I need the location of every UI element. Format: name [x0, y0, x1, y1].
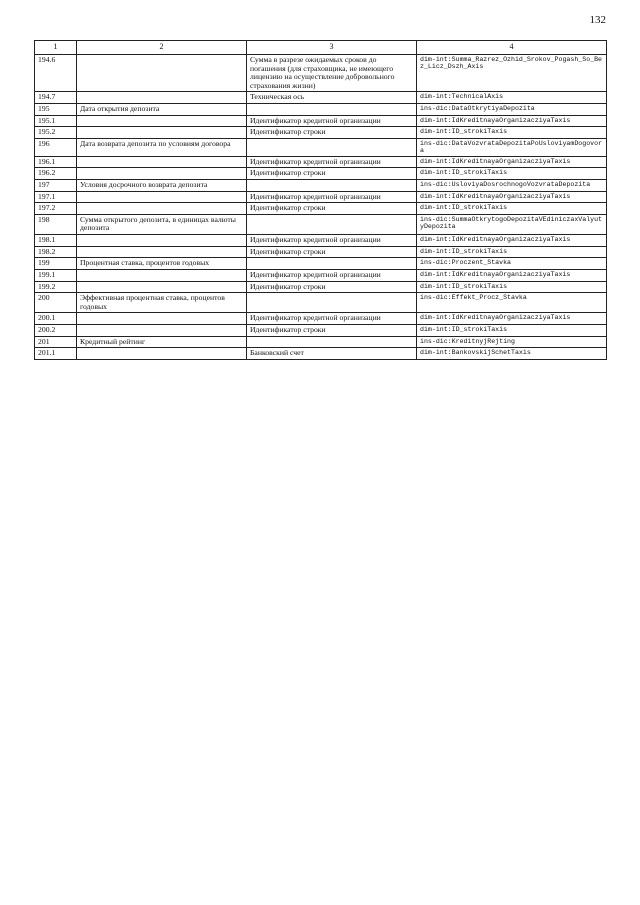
row-number-cell: 200.2: [35, 325, 77, 337]
indicator-name-cell: Процентная ставка, процентов годовых: [77, 258, 247, 270]
element-code-cell: dim-int:IdKreditnayaOrganizacziyaTaxis: [417, 269, 607, 281]
indicator-name-cell: [77, 156, 247, 168]
column-header: 3: [247, 41, 417, 55]
table-row: [35, 191, 607, 203]
row-number-cell: 199.1: [35, 269, 77, 281]
element-code-cell: dim-int:TechnicalAxis: [417, 92, 607, 104]
table-row: [35, 115, 607, 127]
dimension-description-cell: Идентификатор строки: [247, 127, 417, 139]
indicator-name-cell: [77, 348, 247, 360]
row-number-cell: 199.2: [35, 281, 77, 293]
indicator-name-cell: [77, 325, 247, 337]
element-code-cell: ins-dic:UsloviyaDosrochnogoVozvrataDepozita: [417, 179, 607, 191]
document-table: [34, 40, 607, 360]
row-number-cell: 195: [35, 104, 77, 116]
row-number-cell: 196: [35, 138, 77, 156]
dimension-description-cell: Идентификатор кредитной организации: [247, 235, 417, 247]
indicator-name-cell: Дата возврата депозита по условиям договора: [77, 138, 247, 156]
row-number-cell: 198: [35, 214, 77, 234]
dimension-description-cell: [247, 336, 417, 348]
dimension-description-cell: Идентификатор строки: [247, 246, 417, 258]
table-row: [35, 54, 607, 92]
row-number-cell: 196.2: [35, 168, 77, 180]
row-number-cell: 195.1: [35, 115, 77, 127]
dimension-description-cell: Идентификатор кредитной организации: [247, 313, 417, 325]
element-code-cell: ins-dic:SummaOtkrytogoDepozitaVEdiniczaxValyutyDepozita: [417, 214, 607, 234]
table-row: [35, 138, 607, 156]
element-code-cell: dim-int:ID_strokiTaxis: [417, 246, 607, 258]
element-code-cell: ins-dic:DataVozvrataDepozitaPoUsloviyamDogovora: [417, 138, 607, 156]
dimension-description-cell: Идентификатор строки: [247, 325, 417, 337]
table-row: [35, 104, 607, 116]
row-number-cell: 197.2: [35, 203, 77, 215]
dimension-description-cell: [247, 293, 417, 313]
dimension-description-cell: Идентификатор кредитной организации: [247, 115, 417, 127]
row-number-cell: 200.1: [35, 313, 77, 325]
table-row: [35, 348, 607, 360]
table-header: [35, 41, 607, 55]
page-number: 132: [589, 14, 606, 26]
dimension-description-cell: [247, 104, 417, 116]
element-code-cell: dim-int:IdKreditnayaOrganizacziyaTaxis: [417, 115, 607, 127]
element-code-cell: ins-dic:DataOtkrytiyaDepozita: [417, 104, 607, 116]
indicator-name-cell: [77, 127, 247, 139]
row-number-cell: 199: [35, 258, 77, 270]
document-table-container: [34, 40, 606, 360]
row-number-cell: 194.7: [35, 92, 77, 104]
dimension-description-cell: Идентификатор строки: [247, 281, 417, 293]
table-row: [35, 179, 607, 191]
indicator-name-cell: [77, 269, 247, 281]
element-code-cell: dim-int:IdKreditnayaOrganizacziyaTaxis: [417, 191, 607, 203]
table-row: [35, 127, 607, 139]
dimension-description-cell: Идентификатор строки: [247, 168, 417, 180]
table-row: [35, 293, 607, 313]
element-code-cell: ins-dic:Proczent_Stavka: [417, 258, 607, 270]
indicator-name-cell: [77, 115, 247, 127]
table-row: [35, 168, 607, 180]
table-row: [35, 214, 607, 234]
indicator-name-cell: [77, 191, 247, 203]
element-code-cell: dim-int:BankovskijSchetTaxis: [417, 348, 607, 360]
indicator-name-cell: [77, 54, 247, 92]
table-row: [35, 281, 607, 293]
dimension-description-cell: Сумма в разрезе ожидаемых сроков до погашения (для страховщика, не имеющего лицензию на осуществление добровольного страхования жизни): [247, 54, 417, 92]
element-code-cell: ins-dic:KreditnyjRejting: [417, 336, 607, 348]
table-row: [35, 203, 607, 215]
table-row: [35, 92, 607, 104]
element-code-cell: ins-dic:Effekt_Procz_Stavka: [417, 293, 607, 313]
row-number-cell: 198.1: [35, 235, 77, 247]
column-header: 1: [35, 41, 77, 55]
element-code-cell: dim-int:IdKreditnayaOrganizacziyaTaxis: [417, 156, 607, 168]
row-number-cell: 201.1: [35, 348, 77, 360]
row-number-cell: 201: [35, 336, 77, 348]
indicator-name-cell: [77, 313, 247, 325]
table-row: [35, 246, 607, 258]
table-row: [35, 156, 607, 168]
table-row: [35, 258, 607, 270]
row-number-cell: 198.2: [35, 246, 77, 258]
indicator-name-cell: Условия досрочного возврата депозита: [77, 179, 247, 191]
table-row: [35, 336, 607, 348]
row-number-cell: 195.2: [35, 127, 77, 139]
element-code-cell: dim-int:ID_strokiTaxis: [417, 168, 607, 180]
element-code-cell: dim-int:ID_strokiTaxis: [417, 203, 607, 215]
indicator-name-cell: Кредитный рейтинг: [77, 336, 247, 348]
element-code-cell: dim-int:ID_strokiTaxis: [417, 281, 607, 293]
dimension-description-cell: Техническая ось: [247, 92, 417, 104]
dimension-description-cell: [247, 179, 417, 191]
indicator-name-cell: [77, 203, 247, 215]
element-code-cell: dim-int:IdKreditnayaOrganizacziyaTaxis: [417, 313, 607, 325]
dimension-description-cell: [247, 138, 417, 156]
table-body: [35, 54, 607, 359]
dimension-description-cell: Идентификатор строки: [247, 203, 417, 215]
indicator-name-cell: [77, 246, 247, 258]
dimension-description-cell: Идентификатор кредитной организации: [247, 156, 417, 168]
dimension-description-cell: Идентификатор кредитной организации: [247, 269, 417, 281]
element-code-cell: dim-int:ID_strokiTaxis: [417, 325, 607, 337]
dimension-description-cell: [247, 214, 417, 234]
table-row: [35, 235, 607, 247]
row-number-cell: 194.6: [35, 54, 77, 92]
table-row: [35, 313, 607, 325]
indicator-name-cell: Дата открытия депозита: [77, 104, 247, 116]
dimension-description-cell: Идентификатор кредитной организации: [247, 191, 417, 203]
table-row: [35, 269, 607, 281]
element-code-cell: dim-int:Summa_Razrez_Ozhid_Srokov_Pogash_So_Bez_Licz_Dszh_Axis: [417, 54, 607, 92]
table-row: [35, 325, 607, 337]
dimension-description-cell: Банковский счет: [247, 348, 417, 360]
row-number-cell: 197.1: [35, 191, 77, 203]
indicator-name-cell: [77, 168, 247, 180]
row-number-cell: 197: [35, 179, 77, 191]
column-header: 4: [417, 41, 607, 55]
row-number-cell: 196.1: [35, 156, 77, 168]
indicator-name-cell: Эффективная процентная ставка, процентов годовых: [77, 293, 247, 313]
indicator-name-cell: [77, 235, 247, 247]
indicator-name-cell: Сумма открытого депозита, в единицах валюты депозита: [77, 214, 247, 234]
dimension-description-cell: [247, 258, 417, 270]
indicator-name-cell: [77, 281, 247, 293]
element-code-cell: dim-int:IdKreditnayaOrganizacziyaTaxis: [417, 235, 607, 247]
element-code-cell: dim-int:ID_strokiTaxis: [417, 127, 607, 139]
indicator-name-cell: [77, 92, 247, 104]
row-number-cell: 200: [35, 293, 77, 313]
column-header: 2: [77, 41, 247, 55]
